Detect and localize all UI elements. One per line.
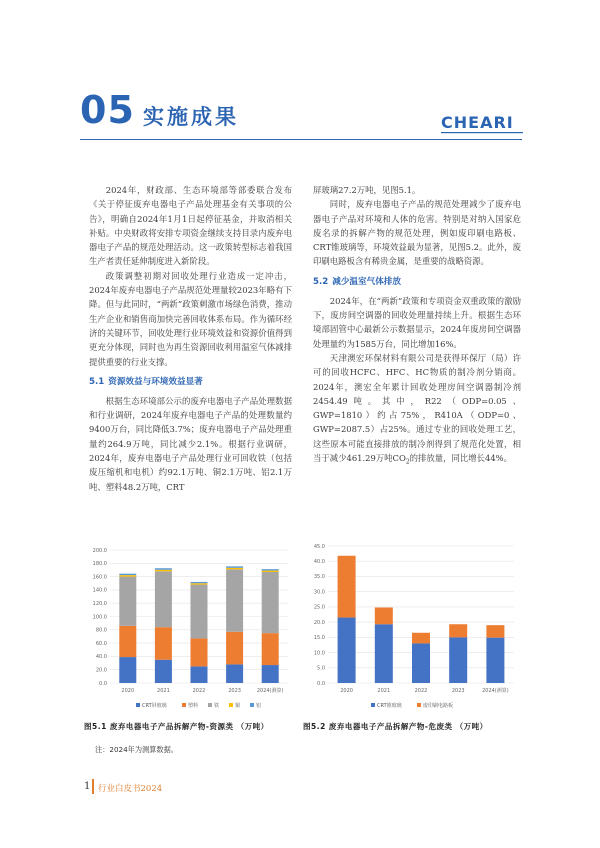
legend-label: 铁: [214, 703, 220, 709]
section-title: 资源效益与环境效益显著: [108, 376, 203, 387]
x-tick-label: 2024(测算): [256, 688, 284, 694]
y-tick-label: 15.0: [313, 635, 325, 642]
cheari-logo: [441, 115, 523, 137]
bar-segment: [119, 575, 136, 576]
y-tick-label: 160.0: [92, 574, 107, 581]
chapter-number: 05: [80, 88, 135, 132]
legend-label: 铝: [256, 703, 262, 709]
section-heading-5-1: [89, 376, 292, 388]
bar-segment: [155, 568, 172, 570]
bar-segment: [262, 665, 279, 683]
bar-segment: [155, 571, 172, 627]
y-tick-label: 140.0: [92, 587, 107, 594]
figure-caption: 图5.1 废弃电器电子产品拆解产物-资源类 （万吨）: [84, 722, 269, 731]
legend-label: CRT屏玻璃: [142, 703, 167, 709]
section-title: 减少温室气体排放: [332, 276, 401, 287]
bar-segment: [191, 638, 208, 666]
x-tick-label: 2023: [228, 688, 241, 694]
chart-hazardous-products: [301, 537, 522, 712]
left-column: [89, 183, 292, 494]
bar-segment: [449, 624, 467, 637]
bar-segment: [226, 568, 243, 569]
section-number: 5.2: [313, 276, 329, 287]
header-rule: [80, 139, 522, 140]
x-tick-label: 2020: [340, 688, 353, 694]
bar-segment: [262, 569, 279, 570]
bar-segment: [155, 660, 172, 683]
legend-swatch: [182, 703, 186, 707]
bar-segment: [226, 632, 243, 665]
x-tick-label: 2022: [414, 688, 428, 694]
bar-segment: [486, 638, 504, 683]
bar-segment: [262, 571, 279, 572]
chart-svg: [301, 537, 522, 712]
figure-caption: 图5.2 废弃电器电子产品拆解产物-危废类 （万吨）: [303, 722, 488, 731]
y-tick-label: 45.0: [313, 543, 325, 550]
paragraph: 同时，废弃电器电子产品的规范处理减少了废弃电器电子产品对环境和人体的危害。特别是对纳入国家危废名录的拆解产物的规范处理，例如废印刷电路板、CRT锥玻璃等，环境效益最为显著，见图5.2。此外，废印刷电路板含有稀贵金属，是重要的战略资源。: [313, 199, 521, 267]
bar-segment: [412, 633, 430, 644]
legend-label: 废印刷电路板: [423, 703, 454, 709]
y-tick-label: 35.0: [313, 574, 325, 581]
paragraph: 2024年，在“两新”政策和专项资金双重政策的激励下，废房间空调器的回收处理量持续上升。根据生态环境部固管中心最新公示数据显示，2024年废房间空调器处理量约为1585万台，同比增加16%。: [313, 295, 521, 349]
figure-note: 注：2024年为测算数据。: [95, 745, 178, 754]
bar-segment: [119, 574, 136, 575]
footer-divider: [92, 779, 94, 794]
paragraph: 根据生态环境部公示的废弃电器电子产品处理数据和行业调研，2024年废弃电器电子产品的处理数量约9400万台，同比降低3.7%；废弃电器电子产品处理重量约264.9万吨，同比减少2.1%。根据行业调研，2024年，废弃电器电子产品处理行业可回收铁（包括废压缩机和电机）约92.1万吨、铜2.1万吨、铝2.1万吨、塑料48.2万吨，CRT: [89, 395, 292, 492]
legend-label: CRT锥玻璃: [377, 703, 402, 709]
x-tick-label: 2023: [451, 688, 465, 694]
subscript: 2: [405, 458, 410, 466]
section-number: 5.1: [89, 376, 105, 387]
bar-segment: [226, 569, 243, 632]
legend-label: 塑料: [188, 703, 199, 709]
legend-swatch: [229, 703, 233, 707]
y-tick-label: 10.0: [313, 650, 325, 657]
x-tick-label: 2024(测算): [482, 688, 509, 694]
bar-segment: [155, 627, 172, 660]
y-tick-label: 100.0: [92, 614, 107, 621]
y-tick-label: 200.0: [92, 547, 107, 554]
footer-title: 行业白皮书2024: [98, 784, 163, 794]
page-number: 1: [84, 781, 91, 792]
legend-swatch: [371, 703, 375, 707]
y-tick-label: 30.0: [313, 589, 325, 596]
paragraph: 政策调整初期对回收处理行业造成一定冲击，2024年废弃电器电子产品规范处理量较2023年略有下降。但与此同时，“两新”政策刺激市场绿色消费，推动生产企业和销售商加快完善回收体系布局。作为循环经济的关键环节，回收处理行业环境效益和资源价值得到更充分体现，同时也为再生资源回收利用温室气体减排提供重要的行业支撑。: [89, 270, 292, 367]
bar-segment: [262, 572, 279, 633]
x-tick-label: 2021: [157, 688, 170, 694]
x-tick-label: 2022: [192, 688, 206, 694]
y-tick-label: 0.0: [99, 680, 107, 687]
y-tick-label: 60.0: [95, 640, 107, 647]
bar-segment: [412, 643, 430, 683]
bar-segment: [262, 633, 279, 665]
paragraph: 屏玻璃27.2万吨，见图5.1。: [313, 185, 421, 195]
bar-segment: [119, 577, 136, 626]
bar-segment: [375, 624, 393, 683]
y-tick-label: 120.0: [92, 601, 107, 607]
bar-segment: [191, 585, 208, 639]
paragraph-text: 的排放量，同比增长44%。: [409, 453, 513, 464]
y-tick-label: 40.0: [313, 559, 325, 566]
x-tick-label: 2020: [121, 688, 135, 694]
bar-segment: [191, 582, 208, 583]
paragraph-text: 天津澳宏环保材料有限公司是获得环保厅（局）许可的回收HCFC、HFC、HC物质的制冷剂分销商。2024年，澳宏全年累计回收处理房间空调器制冷剂2454.49吨。其中，R22（ODP=0.05、GWP=1810）约占75%，R410A（ODP=0、GWP=2087.5）占25%。通过专业的回收处理工艺，这些原本可能直接排放的制冷剂得到了规范化处置，相当于减少461.29万吨CO: [313, 352, 521, 464]
legend-swatch: [136, 703, 140, 707]
paragraph: 2024年，财政部、生态环境部等部委联合发布《关于停征废弃电器电子产品处理基金有关事项的公告》，明确自2024年1月1日起停征基金，并取消相关补贴。中央财政将安排专项资金继续支持目录内废弃电器电子产品的规范处理活动。这一政策转型标志着我国生产者责任延伸制度进入新阶段。: [89, 185, 292, 267]
legend-label: 铜: [235, 703, 241, 709]
section-heading-5-2: [313, 276, 521, 288]
bar-segment: [338, 556, 356, 618]
bar-segment: [119, 657, 136, 683]
bar-segment: [449, 637, 467, 683]
bar-segment: [338, 618, 356, 683]
legend-swatch: [208, 703, 212, 707]
bar-segment: [226, 566, 243, 567]
x-tick-label: 2021: [377, 688, 391, 694]
paragraph: [313, 351, 521, 470]
bar-segment: [486, 625, 504, 637]
y-tick-label: 0.0: [317, 680, 325, 687]
chart-svg: [84, 537, 297, 712]
logo-underline: [441, 132, 523, 135]
bar-segment: [191, 666, 208, 683]
y-tick-label: 180.0: [92, 561, 107, 568]
logo-text: CHEARI: [441, 113, 514, 132]
y-tick-label: 5.0: [317, 665, 325, 672]
legend-swatch: [250, 703, 254, 707]
bar-segment: [375, 607, 393, 624]
bar-segment: [155, 570, 172, 572]
y-tick-label: 20.0: [313, 619, 325, 626]
y-tick-label: 20.0: [95, 667, 107, 674]
y-tick-label: 25.0: [313, 604, 325, 611]
y-tick-label: 40.0: [95, 654, 107, 661]
y-tick-label: 80.0: [95, 627, 107, 634]
legend-swatch: [417, 703, 421, 707]
bar-segment: [226, 664, 243, 683]
bar-segment: [191, 583, 208, 584]
chart-resource-products: [84, 537, 297, 712]
chapter-title: 实施成果: [143, 104, 239, 129]
right-column: [313, 183, 521, 470]
bar-segment: [119, 626, 136, 657]
